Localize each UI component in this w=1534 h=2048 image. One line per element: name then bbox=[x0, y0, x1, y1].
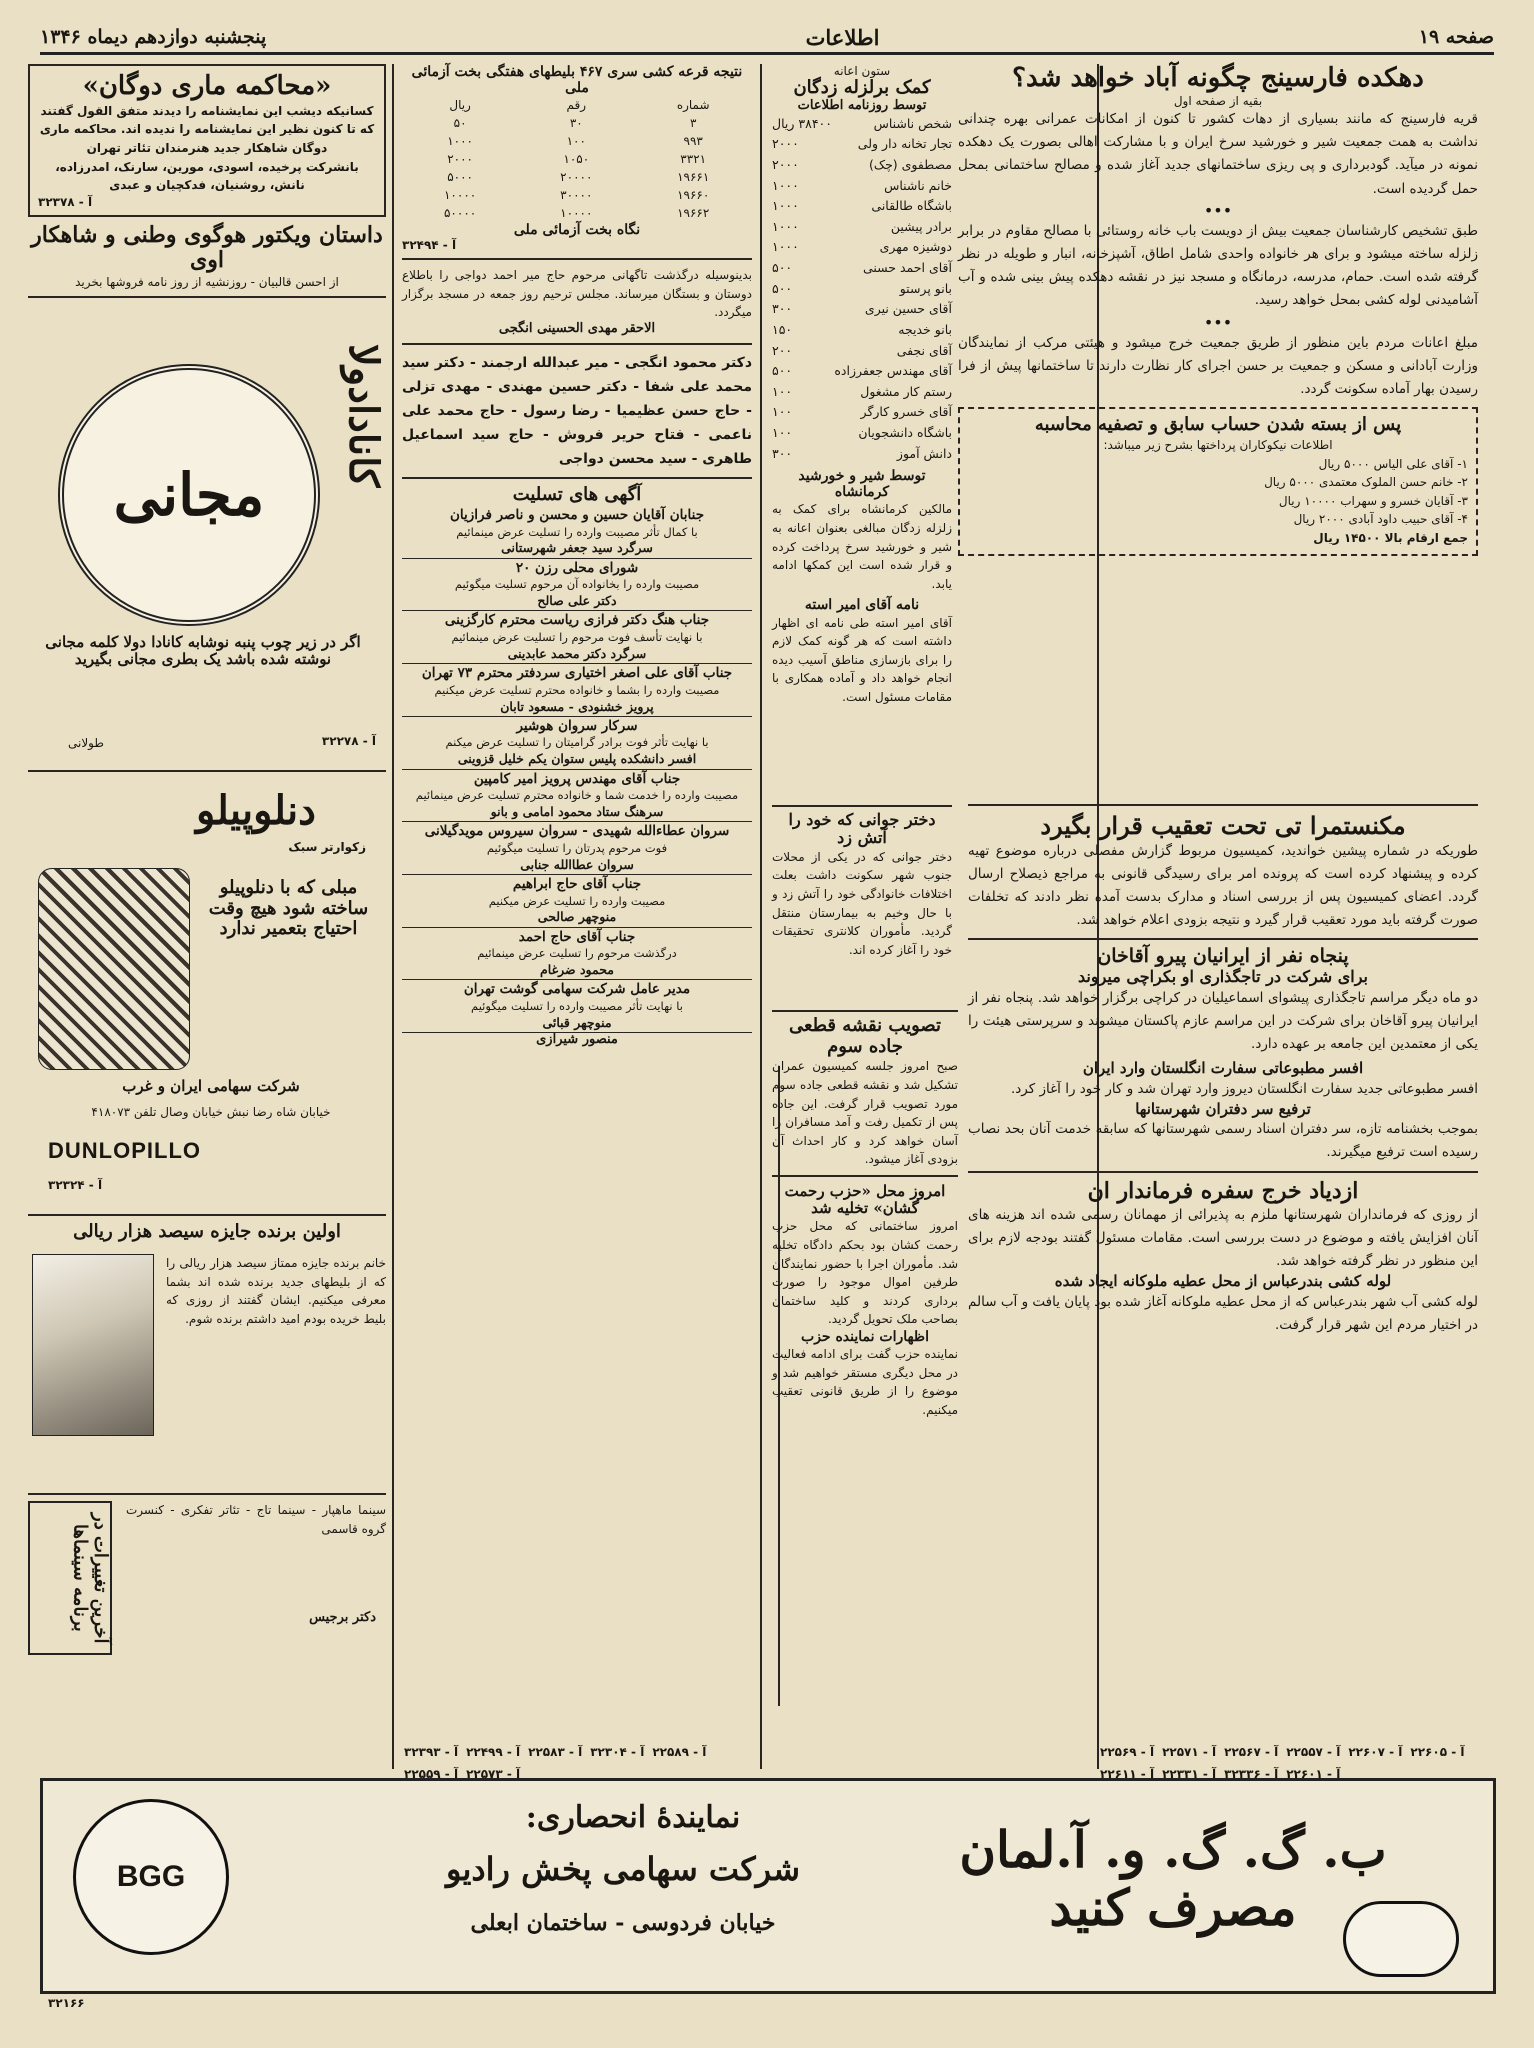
ad-ref: آ - ۳۲۲۷۸ bbox=[321, 734, 376, 749]
ad-ref: آ - ۲۲۵۸۹ bbox=[652, 1745, 707, 1759]
lottery-row bbox=[402, 150, 752, 168]
donation-title: کمک برلزله زدگان bbox=[793, 77, 931, 98]
accounts-item: ۳- آقایان خسرو و سهراب ۱۰۰۰۰ ریال bbox=[1278, 493, 1468, 508]
lottery-cell: ۱۹۶۶۱ bbox=[677, 170, 710, 185]
donor-row bbox=[772, 402, 952, 423]
donor-name: آقای احمد حسنی bbox=[862, 260, 952, 275]
condolence-text: مصیبت وارده را بشما و خانواده محترم تسلیت عرض میکنیم bbox=[434, 682, 720, 697]
paragraph: مالکین کرمانشاه برای کمک به زلزله زدگان مبالغی بعنوان اعانه به شیر و خورشید سرخ پرداخت کرده و قرار شده است این کمکها ادامه یابد. bbox=[772, 502, 952, 591]
donor-row bbox=[772, 320, 952, 341]
ad-ref: آ - ۲۲۵۸۳ bbox=[528, 1745, 583, 1759]
paragraph: دو ماه دیگر مراسم تاجگذاری پیشوای اسماعیلیان در کراچی برگزار خواهد شد. پنجاه نفر از ایرانیان پیرو آقاخان برای شرکت در این مراسم عازم پاکستان میشوند و سرپرستی هیئت را یکی از معتمدین این جامعه بر عهده دارد. bbox=[968, 989, 1478, 1053]
condolence-title: جناب آقای حاج احمد bbox=[518, 928, 636, 945]
donor-row bbox=[772, 382, 952, 403]
lottery-cell: ۳ bbox=[689, 116, 697, 131]
condolence-item bbox=[402, 875, 752, 928]
dunlop-company: شرکت سهامی ایران و غرب bbox=[122, 1077, 300, 1096]
donor-name: بانو پرستو bbox=[899, 280, 952, 296]
lottery-footer: نگاه بخت آزمائی ملی bbox=[513, 222, 641, 239]
donor-row bbox=[772, 155, 952, 176]
announcement: بدینوسیله درگذشت تاگهانی مرحوم حاج میر احمد دواجی را باطلاع دوستان و بستگان میرساند. مجلس ترحیم روز جمعه در مسجد برگزار میگردد. bbox=[402, 268, 752, 320]
headline: لوله کشی بندرعباس از محل عطیه ملوکانه ایجاد شده bbox=[1054, 1272, 1392, 1291]
condolence-sign: محمود ضرغام bbox=[540, 962, 614, 978]
ad-ref: آ - ۲۲۵۷۱ bbox=[1162, 1745, 1217, 1759]
paragraph: بموجب بخشنامه تازه، سر دفتران اسناد رسمی شهرستانها که سابقه خدمت آنان بحد نصاب رسیده است ترفیع میگیرند. bbox=[968, 1121, 1478, 1161]
play-text: کسانیکه دیشب این نمایشنامه را دیدند متفق القول گفتند که تا کنون نظیر این نمایشنامه را ندیده اند. محاکمه ماری دوگان شاهکار جدید هنرمندان تئاتر تهران bbox=[39, 103, 375, 156]
condolence-text: با نهایت تأثر فوت برادر گرامیتان را تسلیت عرض میکنم bbox=[445, 735, 709, 750]
play-title: «محاکمه ماری دوگان» bbox=[82, 71, 332, 101]
lottery-cell: ۹۹۳ bbox=[683, 134, 703, 149]
accounts-title: پس از بسته شدن حساب سابق و تصفیه محاسبه bbox=[1034, 414, 1402, 436]
lottery-cell: ۱۰۰۰۰ bbox=[443, 188, 477, 203]
dunlop-logo: DUNLOPILLO bbox=[48, 1138, 201, 1164]
story-title: داستان ویکتور هوگوی وطنی و شاهکار اوی bbox=[31, 221, 383, 274]
condolence-title: جناب آقای علی اصغر اختیاری سردفتر محترم ۷۳ تهران bbox=[421, 665, 733, 682]
party-text-2: نماینده حزب گفت برای ادامه فعالیت در محل دیگری مستقر خواهیم شد و موضوع را از طریق قانونی تعقیب میکنیم. bbox=[772, 1347, 958, 1417]
donor-row bbox=[772, 361, 952, 382]
condolence-text: مصیبت وارده را خدمت شما و خانواده محترم تسلیت عرض مینمائیم bbox=[415, 788, 739, 803]
lottery-cell: ۲۰۰۰۰ bbox=[560, 170, 593, 185]
condolence-text: با نهایت تأسف فوت مرحوم را تسلیت عرض مینمائیم bbox=[451, 630, 703, 644]
donor-amount: ۵۰۰ bbox=[772, 280, 793, 296]
condolence-sign: سرهنگ ستاد محمود امامی و بانو bbox=[490, 803, 664, 819]
subheadline: برای شرکت در تاجگذاری او بکراچی میروند bbox=[1078, 967, 1368, 987]
donor-list bbox=[772, 114, 952, 465]
donor-row bbox=[772, 279, 952, 300]
donor-name: آقای خسرو کارگر bbox=[860, 404, 952, 420]
ad-ref-list bbox=[404, 1745, 754, 1781]
lottery-cell: ۳۰ bbox=[569, 116, 583, 131]
donor-amount: ۳۰۰ bbox=[772, 301, 793, 317]
condolence-sign: دکتر علی صالح bbox=[537, 593, 617, 609]
paragraph: دختر جوانی که در یکی از محلات جنوب شهر سکونت داشت بعلت اختلافات خانوادگی خود را آتش زد و با حال وخیم به بیمارستان منتقل گردید. مأموران کلانتری تحقیقات خود را آغاز کرده اند. bbox=[772, 849, 952, 957]
bulb-icon bbox=[1343, 1901, 1459, 1977]
page-number: صفحه ۱۹ bbox=[1418, 26, 1494, 48]
ad-ref: آ - ۳۲۴۹۴ bbox=[402, 238, 457, 253]
paragraph: طوریکه در شماره پیشین خواندید، کمیسیون مربوط گزارش مفصلی درباره موضوع تهیه کرده و پیشنهاد کرده است که پرونده امر برای رسیدگی قانونی به مراجع ذیصلاح ارسال گردد. اعضای کمیسیون پس از بررسی اسناد و مدارک بدست آمده نظر دادند که تخلفات صورت گرفته باید مورد تعقیب قرار گیرد و نتیجه بزودی اعلام خواهد شد. bbox=[968, 842, 1478, 929]
dunlopillo-ad bbox=[28, 778, 386, 1208]
ad-ref: آ - ۲۲۴۹۹ bbox=[466, 1745, 521, 1759]
donor-name: دانش آموز bbox=[896, 445, 952, 461]
radio-ad bbox=[40, 1778, 1496, 1994]
column-3 bbox=[402, 64, 752, 1764]
donor-row bbox=[772, 341, 952, 362]
condolence-text: با نهایت تأثر مصیبت وارده را تسلیت میگوئیم bbox=[471, 998, 683, 1013]
column-4 bbox=[28, 64, 386, 1764]
headline: پنجاه نفر از ایرانیان پیرو آقاخان bbox=[1097, 945, 1349, 968]
canada-text: اگر در زیر چوب پنبه نوشابه کانادا دولا کلمه مجانی نوشته شده باشد یک بطری مجانی بگیرید bbox=[45, 633, 361, 669]
donor-name: رستم کار مشغول bbox=[860, 383, 952, 399]
dunlop-brand: دنلوپیلو bbox=[196, 787, 316, 835]
accounts-subtitle: اطلاعات نیکوکاران پرداختها بشرح زیر میباشد: bbox=[1103, 437, 1333, 452]
donor-amount: ۱۰۰ bbox=[772, 383, 793, 399]
headline: توسط شیر و خورشید کرمانشاه bbox=[798, 468, 926, 501]
road-headline: تصویب نقشه قطعی جاده سوم bbox=[772, 1010, 958, 1057]
lottery-winner bbox=[28, 1222, 386, 1487]
headline: افسر مطبوعاتی سفارت انگلستان وارد ایران bbox=[1082, 1059, 1364, 1078]
donor-row bbox=[772, 114, 952, 135]
condolence-item bbox=[402, 559, 752, 612]
girl-article bbox=[772, 805, 952, 959]
accounts-box bbox=[958, 407, 1478, 555]
condolence-sign: سرگرد سید جعفر شهرستانی bbox=[501, 540, 653, 556]
condolence-title: سروان عطاءالله شهیدی - سروان سیروس مویدگیلانی bbox=[424, 823, 730, 840]
ad-ref: آ - ۲۲۶۰۷ bbox=[1348, 1745, 1403, 1759]
names-list: دکتر محمود انگجی - میر عبدالله ارجمند - دکتر سید محمد علی شفا - دکتر حسین مهندی - مهدی تزلی - حاج حسن عظیمیا - رضا رسول - حاج محمد علی ناعمی - فتاح حریر فروش - حاج سید اسماعیل طاهری - سید محسن دواجی bbox=[402, 355, 752, 468]
ad-ref: آ - ۲۲۵۶۹ bbox=[1100, 1745, 1155, 1759]
donor-row bbox=[772, 444, 952, 465]
donor-amount: ۲۰۰ bbox=[772, 342, 793, 358]
headline: نامه آقای امیر استه bbox=[804, 597, 920, 614]
condolence-title: جنابان آقایان حسین و محسن و ناصر فرازیان bbox=[449, 507, 705, 524]
lottery-row bbox=[402, 186, 752, 204]
dunlop-slogan: مبلی که با دنلوپیلو ساخته شود هیچ وقت احتیاج بتعمیر ندارد bbox=[208, 877, 369, 940]
condolence-list bbox=[402, 506, 752, 1033]
lottery-cell: ۳۳۲۱ bbox=[680, 152, 707, 167]
issue-date: پنجشنبه دوازدهم دیماه ۱۳۴۶ bbox=[40, 26, 267, 48]
cinema-body: سینما ماهپار - سینما تاج - تئاتر تفکری - کنسرت گروه قاسمی bbox=[126, 1503, 386, 1536]
condolence-title: جناب هنگ دکتر فرازی ریاست محترم کارگزینی bbox=[444, 612, 710, 629]
accounts-item: ۲- خانم حسن الملوک معتمدی ۵۰۰۰ ریال bbox=[1264, 475, 1468, 490]
donor-amount: ۱۰۰۰ bbox=[772, 177, 799, 193]
lottery-header: شماره bbox=[676, 98, 710, 113]
party-headline-2: اظهارات نماینده حزب bbox=[801, 1329, 929, 1345]
accounts-total: جمع ارقام بالا ۱۴۵۰۰ ریال bbox=[1313, 530, 1468, 545]
winner-text: خانم برنده جایزه ممتاز سیصد هزار ریالی را که از بلیطهای جدید برنده شده اند بشما معرفی میکنیم. ایشان گفتند از روزی که بلیط خریده بودم امید داشتم برنده شوم. bbox=[166, 1256, 386, 1326]
headline: ترفیع سر دفتران شهرستانها bbox=[1135, 1099, 1311, 1118]
condolence-sign: سرگرد دکتر محمد عابدینی bbox=[507, 645, 647, 661]
ad-ref: ۳۲۱۶۶ bbox=[48, 1996, 85, 2010]
ad-ref: آ - ۳۲۳۲۴ bbox=[48, 1178, 103, 1193]
condolence-title: مدیر عامل شرکت سهامی گوشت تهران bbox=[463, 981, 691, 998]
column-1 bbox=[958, 64, 1478, 1764]
donor-amount: ۱۰۰۰ bbox=[772, 218, 799, 234]
farsinj-paragraph: طبق تشخیص کارشناسان جمعیت بیش از دویست باب خانه روستائی با مصالح مقاوم در برابر زلزله ساخته میشود و برای هر خانواده واحدی شامل اطاق، آشپزخانه، انبار و طویله در نظر گرفته شده است. حمام، مدرسه، درمانگاه و مسجد نیز در نقشه دهکده پیش بینی شده و آب آشامیدنی لوله کشی بمحل خواهد رسید. bbox=[958, 222, 1478, 309]
lottery-row bbox=[402, 204, 752, 222]
lottery-row bbox=[402, 168, 752, 186]
paragraph: افسر مطبوعاتی جدید سفارت انگلستان دیروز وارد تهران شد و کار خود را آغاز کرد. bbox=[1011, 1080, 1478, 1097]
road-text: صبح امروز جلسه کمیسیون عمران تشکیل شد و نقشه قطعی جاده سوم مورد تصویب قرار گرفت. این جاده پس از تکمیل رفت و آمد مسافران را آسان خواهد کرد و کار احداث آن بزودی آغاز میشود. bbox=[772, 1059, 958, 1167]
condolence-item bbox=[402, 770, 752, 823]
cinema-sign: دکتر برجیس bbox=[309, 1610, 376, 1626]
dunlop-subtitle: زکوارتر سبک bbox=[288, 840, 366, 855]
farsinj-kicker: بقیه از صفحه اول bbox=[1173, 93, 1263, 108]
condolence-item bbox=[402, 611, 752, 664]
lottery-title: نتیجه قرعه کشی سری ۴۶۷ بلیطهای هفتگی بخت آزمائی ملی bbox=[411, 64, 743, 97]
accounts-item: ۱- آقای علی الیاس ۵۰۰۰ ریال bbox=[1318, 456, 1468, 471]
road-headline-wrap bbox=[772, 1010, 958, 1419]
donor-row bbox=[772, 258, 952, 279]
donor-amount: ۱۰۰۰ bbox=[772, 239, 799, 255]
lottery-cell: ۱۹۶۶۰ bbox=[677, 188, 710, 203]
winner-photo bbox=[32, 1254, 154, 1436]
condolence-text: فوت مرحوم پدرتان را تسلیت میگوئیم bbox=[486, 840, 668, 855]
condolence-sign: منوچهر صالحی bbox=[537, 909, 617, 925]
condolence-text: مصیبت وارده را بخانواده آن مرحوم تسلیت میگوئیم bbox=[454, 577, 700, 592]
donor-row bbox=[772, 299, 952, 320]
play-ad bbox=[28, 64, 386, 217]
donor-amount: ۳۸۴۰۰ ریال bbox=[772, 115, 832, 131]
newspaper-name: اطلاعات bbox=[805, 24, 880, 50]
condolence-sign: منوچهر قبائی bbox=[542, 1014, 612, 1030]
ad-ref: آ - ۲۲۳۳۱ bbox=[1162, 1767, 1217, 1781]
announcement-sign: الاحقر مهدی الحسینی انگجی bbox=[498, 321, 656, 337]
column-rule bbox=[760, 64, 762, 1769]
condolence-title: آگهی های تسلیت bbox=[512, 484, 642, 506]
ad-ref-list bbox=[1100, 1745, 1480, 1781]
lottery-header: ریال bbox=[449, 98, 471, 113]
ad-ref: آ - ۳۲۳۹۳ bbox=[404, 1745, 459, 1759]
paragraph: از روزی که فرمانداران شهرستانها ملزم به پذیرائی از مهمانان رسمی شده اند هزینه های آنان افزایش یافته و موضوع در دست بررسی است. مقامات مسئول گفتند بودجه لازم برای این منظور در نظر گرفته خواهد شد. bbox=[968, 1206, 1478, 1270]
farsinj-article: دهکده فارسینج چگونه آباد خواهد شد؟ بقیه از صفحه اول قریه فارسینج که مانند بسیاری از دهات کشور تا کنون از امکانات عمرانی بهره چندانی نداشت به همت جمعیت شیر و خورشید سرخ ایران و با مشارکت اهالی بصورت یک دهکده نمونه در میآید. گودبرداری و پی ریزی ساختمانهای جدید آغاز شده و مصالح ساختمانی بمحل حمل گردیده است. ••• طبق تشخیص کارشناسان جمعیت بیش از دویست باب خانه روستائی با مصالح مقاوم در برابر زلزله ساخته میشود و برای هر خانواده واحدی شامل اطاق، آشپزخانه، انبار و طویله در نظر گرفته شده است. حمام، مدرسه، درمانگاه و مسجد نیز در نقشه دهکده پیش بینی شده و آب آشامیدنی لوله کشی بمحل خواهد رسید. ••• مبلغ اعانات مردم باین منظور از طریق جمعیت خرج میشود و هیئتی مرکب از نمایندگان وزارت آبادانی و مسکن و جمعیت بر حسن اجرای کار نظارت دارند تا ساختمانها پیش از فرا رسیدن بهار آماده سکونت گردد. پس از بسته شدن حساب سابق و تصفیه محاسبه اطلاعات نیکوکاران پرداختها بشرح زیر میباشد: ۱- آقای علی الیاس ۵۰۰۰ ریال ۲- خانم حسن الملوک معتمدی ۵۰۰۰ ریال ۳- آقایان خسرو و سهراب ۱۰۰۰۰ ریال ۴- آقای حبیب داود آبادی ۲۰۰۰ ریال جمع ارقام بالا ۱۴۵۰۰ ریال bbox=[958, 64, 1478, 556]
cinema-box bbox=[28, 1501, 386, 1661]
donor-name: آقای نجفی bbox=[896, 342, 952, 358]
accounts-item: ۴- آقای حبیب داود آبادی ۲۰۰۰ ریال bbox=[1293, 512, 1468, 527]
farsinj-paragraph: مبلغ اعانات مردم باین منظور از طریق جمعیت خرج میشود و هیئتی مرکب از نمایندگان وزارت آبادانی و مسکن و جمعیت بر حسن اجرای کار نظارت دارند تا ساختمانها پیش از فرا رسیدن بهار آماده سکونت گردد. bbox=[958, 334, 1478, 398]
dunlop-address: خیابان شاه رضا نبش خیابان وصال تلفن ۴۱۸۰۷۳ bbox=[91, 1105, 331, 1120]
condolence-sign: پرویز خشنودی - مسعود تابان bbox=[500, 698, 654, 714]
lottery-cell: ۱۹۶۶۲ bbox=[677, 206, 710, 221]
donor-amount: ۲۰۰۰ bbox=[772, 156, 799, 172]
condolence-item bbox=[402, 717, 752, 770]
condolence-text: درگذشت مرحوم را تسلیت عرض مینمائیم bbox=[477, 946, 677, 961]
winner-title: اولین برنده جایزه سیصد هزار ریالی bbox=[73, 1221, 341, 1243]
headline: ازدیاد خرج سفره فرماندار ان bbox=[1087, 1177, 1359, 1204]
donor-amount: ۱۵۰ bbox=[772, 321, 793, 337]
condolence-item bbox=[402, 506, 752, 559]
condolence-item bbox=[402, 980, 752, 1033]
donor-name: آقای مهندس جعفرزاده bbox=[834, 363, 952, 379]
condolence-item bbox=[402, 664, 752, 717]
lottery-cell: ۵۰۰۰ bbox=[447, 170, 473, 185]
farsinj-paragraph: قریه فارسینج که مانند بسیاری از دهات کشور تا کنون از امکانات عمرانی بهره چندانی نداشت به همت جمعیت شیر و خورشید سرخ ایران و با مشارکت اهالی بصورت یک دهکده نمونه در میآید. گودبرداری و پی ریزی ساختمانهای جدید آغاز شده و مصالح ساختمانی بمحل حمل گردیده است. bbox=[958, 110, 1478, 197]
lottery-cell: ۵۰۰۰۰ bbox=[443, 206, 477, 221]
donor-amount: ۳۰۰ bbox=[772, 445, 793, 461]
donor-amount: ۱۰۰ bbox=[772, 425, 793, 440]
lottery-cell: ۱۰۰۰۰ bbox=[560, 206, 593, 221]
bottle-cap-image bbox=[58, 364, 320, 626]
donor-name: آقای حسین نیری bbox=[864, 301, 952, 317]
condolence-text: مصیبت وارده را تسلیت عرض میکنیم bbox=[488, 893, 666, 908]
canada-badge: مجانی bbox=[113, 460, 265, 529]
donor-row bbox=[772, 134, 952, 155]
donor-name: تجار تخانه دار ولی bbox=[857, 136, 952, 152]
agent-label: نمایندهٔ انحصاری: bbox=[525, 1800, 741, 1835]
lottery-cell: ۱۰۵۰ bbox=[563, 152, 590, 167]
ad-ref: آ - ۲۲۵۶۷ bbox=[1224, 1745, 1279, 1759]
column-label: ستون اعانه bbox=[833, 64, 891, 78]
headline: مکنستمرا تی تحت تعقیب قرار بگیرد bbox=[1040, 811, 1406, 840]
lottery-cell: ۵۰ bbox=[453, 116, 467, 131]
donor-name: مصطفوی (چک) bbox=[869, 156, 952, 172]
lottery-cell: ۲۰۰۰ bbox=[447, 152, 473, 167]
donor-amount: ۵۰۰ bbox=[772, 260, 793, 275]
donor-row bbox=[772, 217, 952, 238]
lottery-row bbox=[402, 114, 752, 132]
armchair-image bbox=[38, 868, 190, 1070]
donor-name: شخص ناشناس bbox=[873, 115, 952, 131]
paragraph: لوله کشی آب شهر بندرعباس که از محل عطیه ملوکانه آغاز شده بود پایان یافت و آب سالم در اختیار مردم این شهر قرار گرفت. bbox=[968, 1293, 1478, 1333]
ad-ref: آ - ۳۲۳۷۸ bbox=[38, 194, 93, 209]
donor-name: خانم ناشناس bbox=[884, 177, 952, 193]
condolence-title: شورای محلی رزن ۲۰ bbox=[515, 559, 639, 576]
donor-name: دوشیزه مهری bbox=[879, 239, 952, 255]
headline: دختر جوانی که خود را آتش زد bbox=[788, 810, 936, 848]
ad-ref: آ - ۳۲۳۳۶ bbox=[1224, 1767, 1279, 1781]
company-address: خیابان فردوسی - ساختمان ابعلی bbox=[470, 1910, 776, 1936]
lottery-cell: ۱۰۰۰ bbox=[447, 134, 473, 149]
donation-subtitle: توسط روزنامه اطلاعات bbox=[797, 97, 927, 113]
donor-name: باشگاه طالقانی bbox=[871, 198, 952, 214]
party-headline: امروز محل «حزب رحمت گشان» تخلیه شد bbox=[784, 1181, 946, 1218]
condolence-sign: سروان عطاالله جنابی bbox=[520, 856, 634, 872]
paragraph: آقای امیر استه طی نامه ای اظهار داشته است که هر گونه کمک لازم را برای بازسازی مناطق آسیب دیده انجام خواهد داد و آماده همکاری با مقامات مسئول است. bbox=[772, 615, 952, 704]
page-header bbox=[40, 22, 1494, 55]
donor-row bbox=[772, 237, 952, 258]
ad-ref: آ - ۲۲۶۰۱ bbox=[1286, 1767, 1341, 1781]
bulb-logo-icon bbox=[73, 1799, 229, 1955]
condolence-sign: منصور شیرازی bbox=[536, 1032, 618, 1048]
farsinj-headline: دهکده فارسینج چگونه آباد خواهد شد؟ bbox=[1012, 63, 1424, 93]
story-ad bbox=[28, 223, 386, 298]
lottery-header: رقم bbox=[566, 98, 587, 113]
lottery-cell: ۱۰۰ bbox=[566, 134, 586, 149]
donor-row bbox=[772, 176, 952, 197]
ad-ref: آ - ۲۲۶۱۱ bbox=[1100, 1767, 1155, 1781]
ad-ref: آ - ۲۲۵۵۷ bbox=[1286, 1745, 1341, 1759]
condolence-item bbox=[402, 822, 752, 875]
cinema-title: آخرین تغییرات در برنامه سینماها bbox=[28, 1501, 112, 1655]
lottery-row bbox=[402, 132, 752, 150]
canada-brand: کانادادولا bbox=[340, 344, 387, 488]
donor-amount: ۲۰۰۰ bbox=[772, 136, 799, 152]
donor-row bbox=[772, 423, 952, 444]
ad-ref: آ - ۲۲۵۷۳ bbox=[466, 1767, 521, 1781]
donor-name: باشگاه دانشجویان bbox=[858, 425, 952, 440]
donor-name: برادر پیشین bbox=[890, 218, 952, 234]
lottery-table bbox=[402, 96, 752, 222]
donor-name: بانو خدیجه bbox=[898, 321, 952, 337]
column-rule bbox=[392, 64, 394, 1769]
condolence-title: جناب آقای حاج ابراهیم bbox=[512, 876, 642, 892]
condolence-item bbox=[402, 928, 752, 981]
condolence-title: جناب آقای مهندس پرویز امیر کامپین bbox=[473, 770, 681, 787]
canada-small: طولانی bbox=[68, 736, 104, 751]
column-1-lower bbox=[968, 804, 1478, 1337]
ad-ref: آ - ۲۲۶۰۵ bbox=[1410, 1745, 1465, 1759]
condolence-text: با کمال تأثر مصیبت وارده را تسلیت عرض مینمائیم bbox=[456, 524, 698, 539]
company-name: شرکت سهامی پخش رادیو bbox=[445, 1850, 801, 1888]
condolence-title: سرکار سروان هوشیر bbox=[516, 717, 638, 734]
ad-ref: آ - ۳۲۳۰۴ bbox=[590, 1745, 645, 1759]
condolence-sign: افسر دانشکده پلیس ستوان یکم خلیل قزوینی bbox=[457, 751, 697, 767]
party-text: امروز ساختمانی که محل حزب رحمت کشان بود بحکم دادگاه تخلیه شد. مأموران اجرا با حضور نمایندگان طرفین اموال موجود را صورت برداری کردند و کلید ساختمان بصاحب ملک تحویل گردید. bbox=[772, 1219, 958, 1327]
play-cast: بانشرکت پرخیده، اسودی، مورین، سارنک، امدرزاده، نانش، روشنیان، فدکچیان و عبدی bbox=[55, 159, 359, 193]
donor-amount: ۱۰۰ bbox=[772, 404, 793, 420]
ad-ref: آ - ۲۲۵۵۹ bbox=[404, 1767, 459, 1781]
donor-row bbox=[772, 196, 952, 217]
donor-amount: ۵۰۰ bbox=[772, 363, 793, 379]
story-text: از احسن قالبیان - روزنشیه از روز نامه فروشها بخرید bbox=[75, 275, 339, 290]
brand-slogan: ب. گ. گ. و. آ.لمان مصرف کنید bbox=[959, 1820, 1387, 1937]
brand-logo: BGG bbox=[116, 1860, 186, 1893]
lottery-cell: ۳۰۰۰۰ bbox=[560, 188, 593, 203]
canada-dry-ad bbox=[28, 304, 386, 764]
donor-amount: ۱۰۰۰ bbox=[772, 198, 799, 214]
